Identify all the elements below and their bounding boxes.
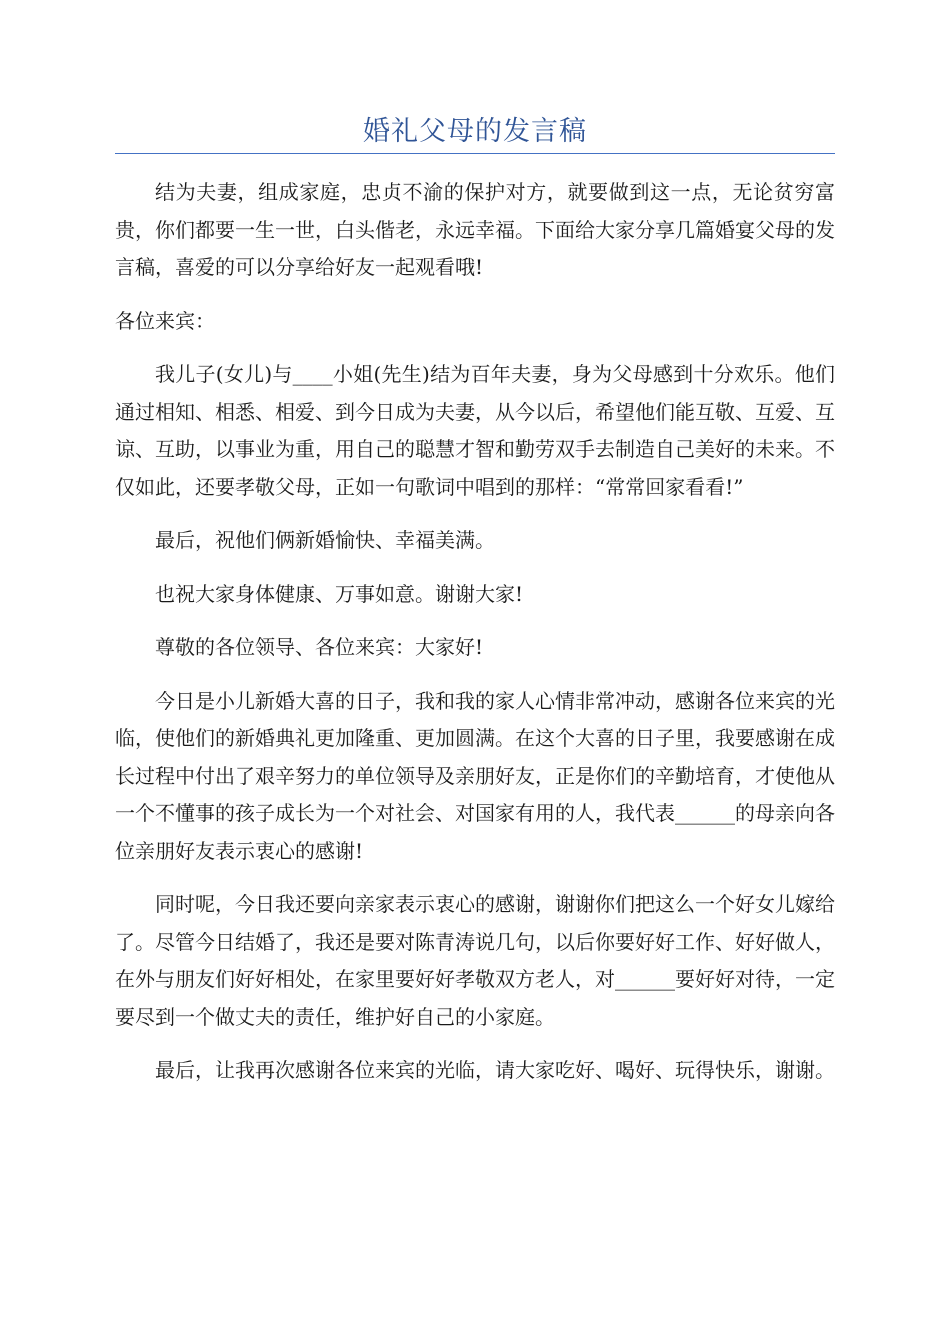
paragraph-intro: 结为夫妻，组成家庭，忠贞不渝的保护对方，就要做到这一点，无论贫穷富贵，你们都要一生一世，白头偕老，永远幸福。下面给大家分享几篇婚宴父母的发言稿，喜爱的可以分享给好友一起观看哦! — [115, 180, 835, 279]
document-body — [115, 174, 835, 1106]
paragraph-greeting-2: 尊敬的各位领导、各位来宾：大家好! — [155, 635, 484, 659]
paragraph-salutation: 各位来宾： — [115, 308, 215, 333]
paragraph-blessing: 最后，祝他们俩新婚愉快、幸福美满。 — [155, 528, 495, 552]
paragraph-speech-1: 我儿子(女儿)与____小姐(先生)结为百年夫妻，身为父母感到十分欢乐。他们通过相知、相悉、相爱、到今日成为夫妻，从今以后，希望他们能互敬、互爱、互谅、互助，以事业为重，用自己的聪慧才智和勤劳双手去制造自己美好的未来。不仅如此，还要孝敬父母，正如一句歌词中唱到的那样：“常常回家看看!” — [115, 362, 835, 499]
paragraph-closing: 最后，让我再次感谢各位来宾的光临，请大家吃好、喝好、玩得快乐，谢谢。 — [155, 1058, 835, 1082]
title-underline — [115, 153, 835, 154]
paragraph-speech-3: 同时呢，今日我还要向亲家表示衷心的感谢，谢谢你们把这么一个好女儿嫁给了。尽管今日结婚了，我还是要对陈青涛说几句，以后你要好好工作、好好做人，在外与朋友们好好相处，在家里要好好孝敬双方老人，对______要好好对待，一定要尽到一个做丈夫的责任，维护好自己的小家庭。 — [115, 892, 835, 1029]
paragraph-thanks: 也祝大家身体健康、万事如意。谢谢大家! — [155, 581, 524, 606]
paragraph-speech-2: 今日是小儿新婚大喜的日子，我和我的家人心情非常冲动，感谢各位来宾的光临，使他们的新婚典礼更加隆重、更加圆满。在这个大喜的日子里，我要感谢在成长过程中付出了艰辛努力的单位领导及亲朋好友，正是你们的辛勤培育，才使他从一个不懂事的孩子成长为一个对社会、对国家有用的人，我代表______的母亲向各位亲朋好友表示衷心的感谢! — [115, 688, 835, 863]
document-title: 婚礼父母的发言稿 — [363, 116, 587, 147]
